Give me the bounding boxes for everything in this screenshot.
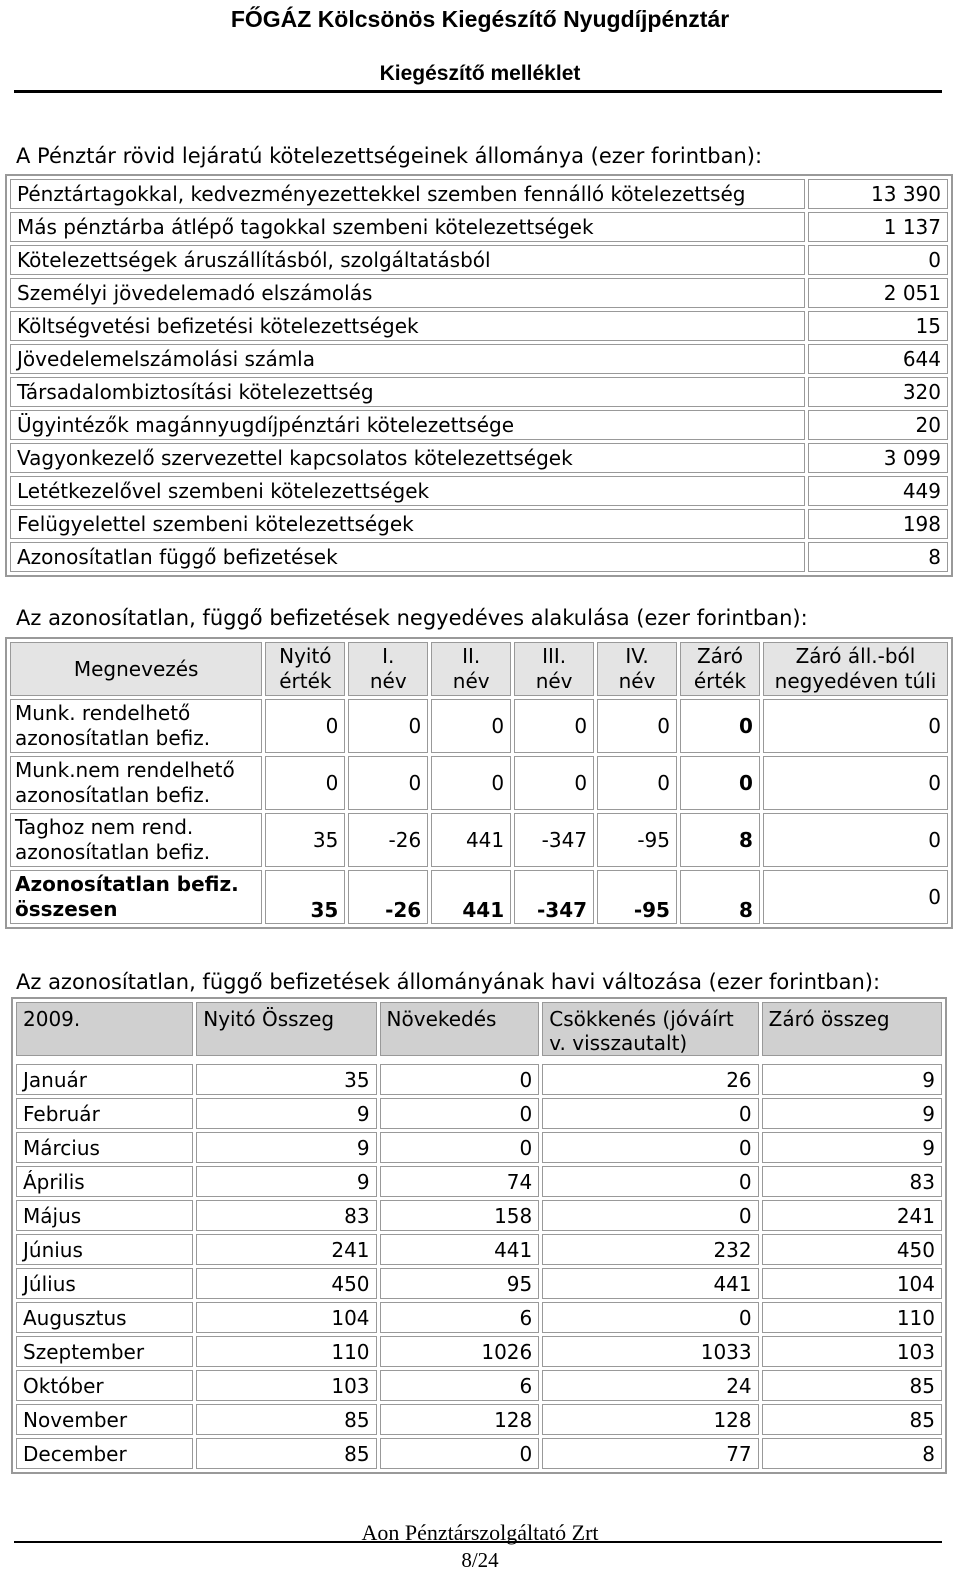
monthly-inc-value: 0 [380,1098,540,1129]
liability-label: Költségvetési befizetési kötelezettségek [10,311,805,341]
quarterly-total-value: 8 [680,870,760,924]
monthly-row [16,1336,942,1367]
monthly-row [16,1098,942,1129]
quarterly-table [5,637,953,929]
quarterly-total-value: -26 [348,870,428,924]
quarterly-row-label [10,813,262,867]
label-line2: összesen [15,897,118,921]
header-line2: név [618,669,656,693]
monthly-inc-value: 0 [380,1064,540,1095]
quarterly-value: 0 [514,699,594,753]
section3-title: Az azonosítatlan, függő befizetések állományának havi változása (ezer forintban): [16,970,881,994]
month-label: Február [16,1098,193,1129]
liabilities-table [5,174,953,577]
monthly-dec-value: 0 [542,1132,758,1163]
liability-row [10,344,948,374]
header-line1: Megnevezés [73,656,199,681]
liability-value: 644 [808,344,948,374]
monthly-inc-value: 128 [380,1404,540,1435]
liability-value: 15 [808,311,948,341]
liability-row [10,542,948,572]
month-label: Április [16,1166,193,1197]
monthly-row [16,1370,942,1401]
monthly-row [16,1200,942,1231]
monthly-dec-value: 24 [542,1370,758,1401]
quarterly-value: 0 [597,699,677,753]
liability-row [10,443,948,473]
liability-label: Társadalombiztosítási kötelezettség [10,377,805,407]
liability-row [10,377,948,407]
quarterly-value: 0 [348,756,428,810]
liability-value: 1 137 [808,212,948,242]
monthly-inc-value: 158 [380,1200,540,1231]
label-line2: azonosítatlan befiz. [15,726,211,750]
liability-label: Letétkezelővel szembeni kötelezettségek [10,476,805,506]
quarterly-total-value: 0 [763,870,948,924]
section2-title: Az azonosítatlan, függő befizetések negyedéves alakulása (ezer forintban): [16,606,808,630]
quarterly-value: 0 [680,699,760,753]
monthly-inc-value: 441 [380,1234,540,1265]
monthly-header-cell: Növekedés [380,1002,540,1056]
monthly-inc-value: 1026 [380,1336,540,1367]
liability-row [10,311,948,341]
header-line2: név [369,669,407,693]
header-line1: Záró áll.-ból [795,644,916,668]
monthly-open-value: 9 [196,1166,376,1197]
liability-label: Pénztártagokkal, kedvezményezettekkel szemben fennálló kötelezettség [10,179,805,209]
monthly-close-value: 110 [762,1302,942,1333]
monthly-close-value: 9 [762,1064,942,1095]
monthly-dec-value: 1033 [542,1336,758,1367]
liability-label: Vagyonkezelő szervezettel kapcsolatos kötelezettségek [10,443,805,473]
quarterly-value: 0 [514,756,594,810]
quarterly-header-cell [680,642,760,696]
quarterly-value: -26 [348,813,428,867]
liability-label: Más pénztárba átlépő tagokkal szembeni kötelezettségek [10,212,805,242]
liability-row [10,179,948,209]
monthly-header-cell: 2009. [16,1002,193,1056]
monthly-close-value: 103 [762,1336,942,1367]
quarterly-value: -347 [514,813,594,867]
spacer-cell [16,1059,942,1061]
header-rule [14,90,942,93]
monthly-open-value: 104 [196,1302,376,1333]
month-label: Január [16,1064,193,1095]
quarterly-header-cell [265,642,345,696]
quarterly-value: 0 [265,756,345,810]
monthly-close-value: 104 [762,1268,942,1299]
header-line2: negyedéven túli [774,669,937,693]
monthly-row [16,1132,942,1163]
label-line2: azonosítatlan befiz. [15,840,211,864]
liability-row [10,509,948,539]
monthly-close-value: 85 [762,1404,942,1435]
monthly-row [16,1166,942,1197]
monthly-open-value: 450 [196,1268,376,1299]
quarterly-row [10,756,948,810]
monthly-dec-value: 26 [542,1064,758,1095]
liability-value: 20 [808,410,948,440]
month-label: Március [16,1132,193,1163]
monthly-close-value: 241 [762,1200,942,1231]
quarterly-value: 0 [265,699,345,753]
monthly-inc-value: 0 [380,1132,540,1163]
monthly-open-value: 35 [196,1064,376,1095]
quarterly-row [10,813,948,867]
monthly-dec-value: 441 [542,1268,758,1299]
liability-value: 2 051 [808,278,948,308]
monthly-open-value: 9 [196,1132,376,1163]
monthly-dec-value: 0 [542,1200,758,1231]
monthly-inc-value: 95 [380,1268,540,1299]
monthly-row [16,1404,942,1435]
quarterly-value: 0 [763,699,948,753]
monthly-close-value: 450 [762,1234,942,1265]
quarterly-header-cell [348,642,428,696]
quarterly-value: 0 [431,699,511,753]
quarterly-total-value: -95 [597,870,677,924]
month-label: Szeptember [16,1336,193,1367]
header-line1: II. [462,644,481,668]
quarterly-value: 0 [763,756,948,810]
quarterly-total-value: 35 [265,870,345,924]
monthly-open-value: 110 [196,1336,376,1367]
monthly-dec-value: 77 [542,1438,758,1469]
liability-value: 0 [808,245,948,275]
quarterly-value: 0 [680,756,760,810]
liability-value: 3 099 [808,443,948,473]
liability-row [10,476,948,506]
month-label: November [16,1404,193,1435]
monthly-row [16,1268,942,1299]
monthly-inc-value: 6 [380,1302,540,1333]
monthly-open-value: 9 [196,1098,376,1129]
quarterly-value: 0 [597,756,677,810]
label-line2: azonosítatlan befiz. [15,783,211,807]
quarterly-value: 441 [431,813,511,867]
quarterly-value: -95 [597,813,677,867]
org-title: FŐGÁZ Kölcsönös Kiegészítő Nyugdíjpénztár [230,6,730,32]
month-label: Május [16,1200,193,1231]
liability-value: 8 [808,542,948,572]
quarterly-header-cell [763,642,948,696]
label-line1: Taghoz nem rend. [15,815,194,839]
label-line1: Munk. rendelhető [15,701,191,725]
month-label: December [16,1438,193,1469]
monthly-header-cell: Csökkenés (jóváírt v. visszautalt) [542,1002,758,1056]
monthly-header-cell: Nyitó Összeg [196,1002,376,1056]
quarterly-value: 8 [680,813,760,867]
monthly-row [16,1302,942,1333]
footer-company: Aon Pénztárszolgáltató Zrt [361,1520,599,1545]
liability-row [10,410,948,440]
monthly-dec-value: 232 [542,1234,758,1265]
header-line2: érték [693,669,747,693]
label-line1: Munk.nem rendelhető [15,758,235,782]
header-line1: Záró [696,644,743,668]
monthly-open-value: 85 [196,1404,376,1435]
monthly-row [16,1234,942,1265]
monthly-table [11,997,947,1474]
header-line1: Nyitó [279,644,332,668]
liability-row [10,245,948,275]
monthly-inc-value: 74 [380,1166,540,1197]
monthly-dec-value: 0 [542,1302,758,1333]
liability-label: Személyi jövedelemadó elszámolás [10,278,805,308]
liability-value: 13 390 [808,179,948,209]
section1-title: A Pénztár rövid lejáratú kötelezettségeinek állománya (ezer forintban): [16,144,763,168]
liability-value: 320 [808,377,948,407]
monthly-open-value: 103 [196,1370,376,1401]
spacer-row [16,1059,942,1061]
monthly-inc-value: 6 [380,1370,540,1401]
liability-value: 198 [808,509,948,539]
quarterly-row [10,699,948,753]
header-line1: III. [542,644,567,668]
liability-value: 449 [808,476,948,506]
label-line1: Azonosítatlan befiz. [15,872,239,896]
monthly-row [16,1064,942,1095]
quarterly-value: 35 [265,813,345,867]
quarterly-header-cell [431,642,511,696]
monthly-dec-value: 128 [542,1404,758,1435]
quarterly-total-value: -347 [514,870,594,924]
header-line1: I. [382,644,395,668]
quarterly-value: 0 [763,813,948,867]
quarterly-total-label [10,870,262,924]
header-line2: név [535,669,573,693]
month-label: Június [16,1234,193,1265]
header-line2: név [452,669,490,693]
monthly-open-value: 241 [196,1234,376,1265]
monthly-open-value: 83 [196,1200,376,1231]
monthly-close-value: 9 [762,1098,942,1129]
document-subtitle: Kiegészítő melléklet [379,62,581,85]
liability-label: Jövedelemelszámolási számla [10,344,805,374]
monthly-close-value: 9 [762,1132,942,1163]
header-line2: érték [279,669,332,693]
liability-row [10,212,948,242]
monthly-dec-value: 0 [542,1166,758,1197]
quarterly-header-cell [514,642,594,696]
liability-label: Azonosítatlan függő befizetések [10,542,805,572]
quarterly-header-cell [597,642,677,696]
monthly-inc-value: 0 [380,1438,540,1469]
monthly-dec-value: 0 [542,1098,758,1129]
month-label: Október [16,1370,193,1401]
quarterly-total-value: 441 [431,870,511,924]
quarterly-value: 0 [431,756,511,810]
quarterly-header-cell [10,642,262,696]
quarterly-total-row [10,870,948,924]
page-number: 8/24 [461,1548,499,1572]
monthly-close-value: 85 [762,1370,942,1401]
liability-row [10,278,948,308]
liability-label: Felügyelettel szembeni kötelezettségek [10,509,805,539]
monthly-close-value: 8 [762,1438,942,1469]
monthly-header-cell: Záró összeg [762,1002,942,1056]
monthly-row [16,1438,942,1469]
quarterly-row-label [10,699,262,753]
month-label: Július [16,1268,193,1299]
liability-label: Ügyintézők magánnyugdíjpénztári kötelezettsége [10,410,805,440]
quarterly-value: 0 [348,699,428,753]
header-line1: IV. [625,644,649,668]
liability-label: Kötelezettségek áruszállításból, szolgáltatásból [10,245,805,275]
monthly-close-value: 83 [762,1166,942,1197]
monthly-open-value: 85 [196,1438,376,1469]
month-label: Augusztus [16,1302,193,1333]
quarterly-row-label [10,756,262,810]
